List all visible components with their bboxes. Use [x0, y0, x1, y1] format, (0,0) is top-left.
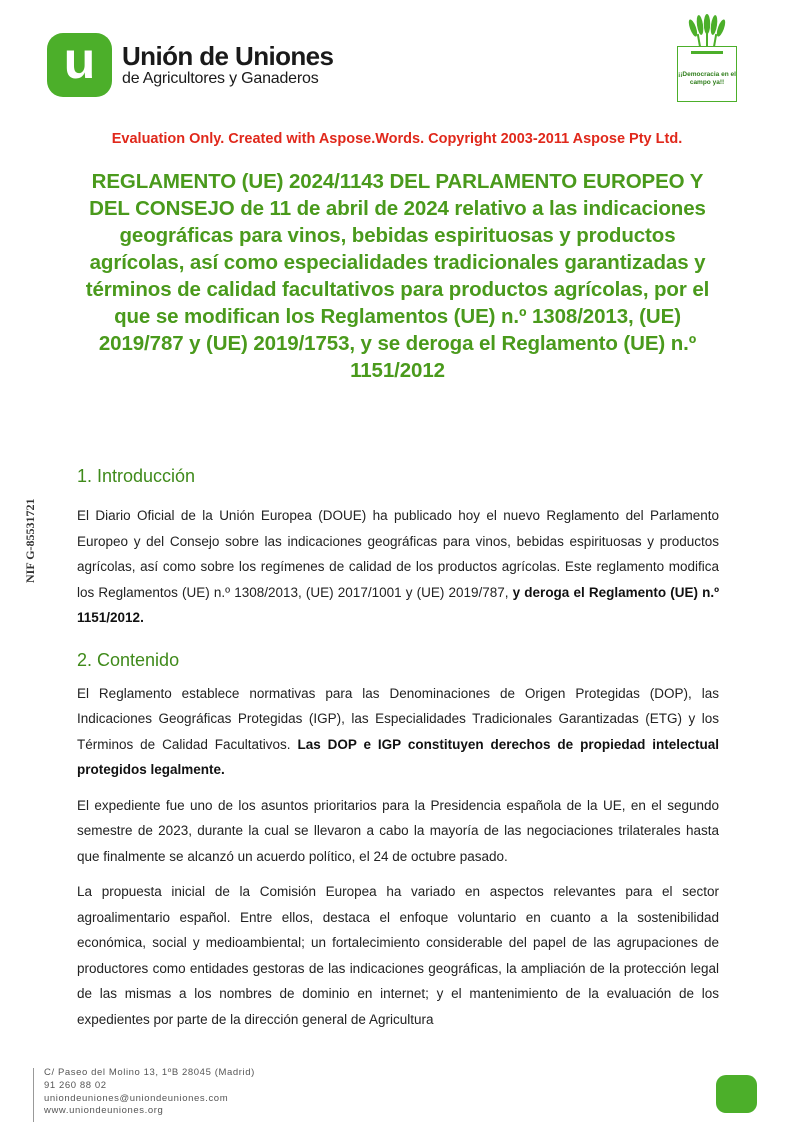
footer-logo-mark-icon: [716, 1075, 757, 1113]
logo-text: [122, 42, 333, 88]
paragraph-contenido-3: La propuesta inicial de la Comisión Europea ha variado en aspectos relevantes para el sector agroalimentario español. Entre ellos, destaca el enfoque voluntario en cuanto a la sostenibilidad económica, social y medioambiental; un fortalecimiento considerable del papel de las agrupaciones de productores como entidades gestoras de las indicaciones geográficas, la ampliación de la protección legal de las mismas a los nombres de dominio en internet; y el mantenimiento de la evaluación de los expedientes por parte de la dirección general de Agricultura: [77, 884, 719, 1027]
footer-address: C/ Paseo del Molino 13, 1ºB 28045 (Madrid): [44, 1067, 255, 1078]
evaluation-watermark: Evaluation Only. Created with Aspose.Words. Copyright 2003-2011 Aspose Pty Ltd.: [111, 131, 683, 147]
paragraph-introduccion: [77, 503, 719, 631]
paragraph-text: El Diario Oficial de la Unión Europea (DOUE) ha publicado hoy el nuevo Reglamento del Parlamento Europeo y del Consejo sobre las indicaciones geográficas para vinos, bebidas espirituosas y productos agrícolas, así como sobre los regímenes de calidad de los productos agrícolas. Este reglamento modifica los Reglamentos (UE) n.º 1308/2013, (UE) 2017/1001 y (UE) 2019/787,: [77, 508, 719, 600]
union-de-uniones-logo: [47, 33, 333, 97]
logo-subtitle: de Agricultores y Ganaderos: [122, 70, 319, 87]
footer-phone: 91 260 88 02: [44, 1079, 107, 1091]
footer-divider: [33, 1068, 34, 1122]
footer-email: uniondeuniones@uniondeuniones.com: [44, 1092, 229, 1104]
document-body: [77, 463, 719, 1032]
wheat-icon: [677, 14, 737, 50]
paragraph-text: El Reglamento establece normativas para las Denominaciones de Origen Protegidas (DOP), las Indicaciones Geográficas Protegidas (IGP), las Especialidades Tradicionales Garantizadas (ETG) y los Términos de Calidad Facultativos.: [77, 685, 719, 752]
paragraph-contenido-1: [77, 681, 719, 783]
sidebar-nif: NIF G-85531721: [23, 498, 37, 583]
document-title: REGLAMENTO (UE) 2024/1143 DEL PARLAMENTO EUROPEO Y DEL CONSEJO de 11 de abril de 2024 relativo a las indicaciones geográficas para vinos, bebidas espirituosas y productos agrícolas, así como especialidades tradicionales garantizadas y términos de calidad facultativos para productos agrícolas, por el que se modifican los Reglamentos (UE) n.º 1308/2013, (UE) 2019/787 y (UE) 2019/1753, y se deroga el Reglamento (UE) n.º 1151/2012: [85, 170, 710, 382]
section-heading-contenido: 2. Contenido: [77, 649, 180, 670]
logo-title: Unión de Uniones: [122, 41, 334, 71]
footer-web: www.uniondeuniones.org: [44, 1105, 164, 1117]
section-heading-introduccion: 1. Introducción: [77, 466, 196, 486]
paragraph-bold-text: y deroga el Reglamento (UE) n.º 1151/2012.: [77, 584, 720, 625]
logo-mark-icon: [47, 33, 112, 97]
ballot-box-icon: [677, 46, 737, 102]
paragraph-bold-text: Las DOP e IGP constituyen derechos de propiedad intelectual protegidos legalmente.: [77, 736, 720, 777]
democracia-badge: [677, 14, 737, 102]
ballot-slot: [691, 51, 723, 54]
footer-contact: [44, 1067, 255, 1118]
paragraph-contenido-2: El expediente fue uno de los asuntos prioritarios para la Presidencia española de la UE, en el segundo semestre de 2023, durante la cual se llevaron a cabo la mayoría de las negociaciones trilaterales hasta que finalmente se alcanzó un acuerdo político, el 24 de octubre pasado.: [77, 797, 719, 864]
logo-letter: u: [63, 32, 96, 90]
badge-text: ¡¡Democracia en el campo ya!!: [678, 71, 736, 86]
